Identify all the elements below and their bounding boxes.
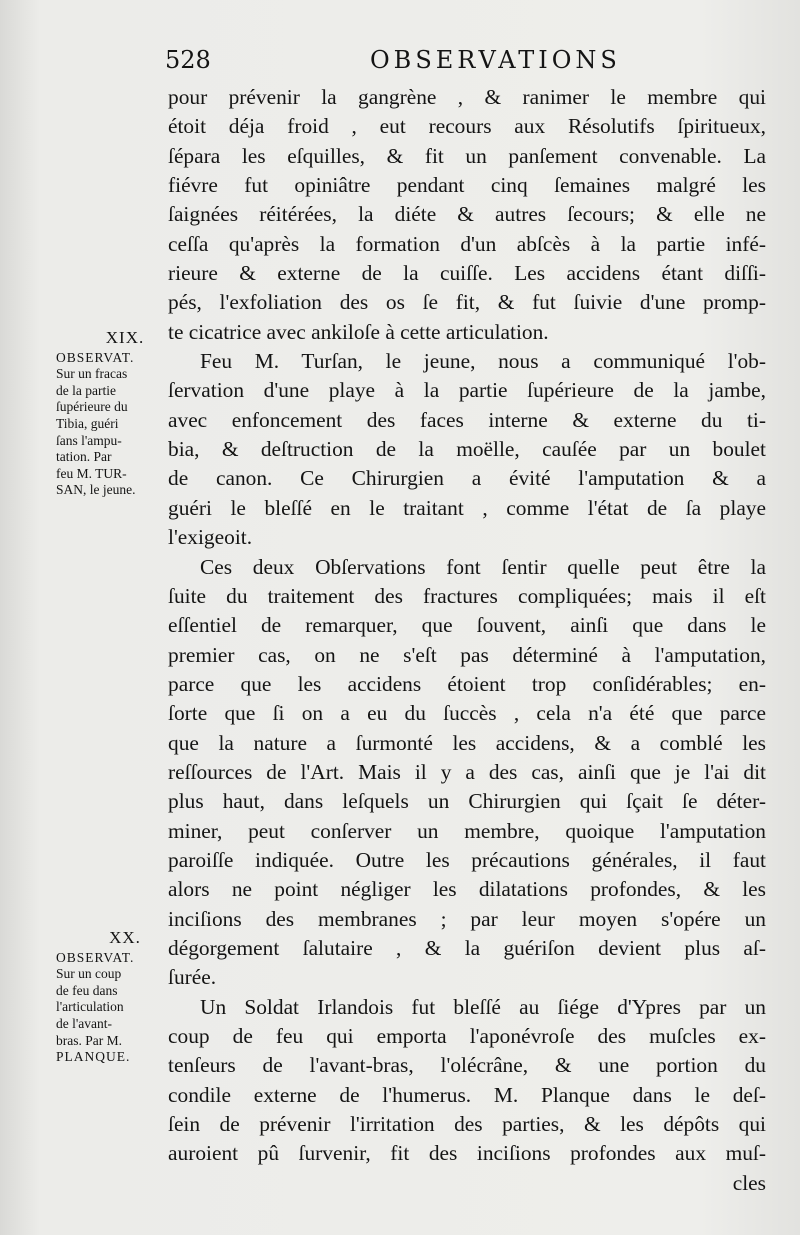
margin-note-line: l'articulation bbox=[56, 999, 124, 1015]
text-line: eſſentiel de remarquer, que ſouvent, ainſi que dans le bbox=[168, 613, 766, 638]
text-line: inciſions des membranes ; par leur moyen s'opére un bbox=[168, 906, 766, 931]
margin-note-line: Sur un coup bbox=[56, 966, 122, 982]
text-line: guéri le bleſſé en le traitant , comme l'état de ſa playe bbox=[168, 495, 766, 520]
text-line: ſein de prévenir l'irritation des parties, & les dépôts qui bbox=[168, 1112, 766, 1137]
text-line: coup de feu qui emporta l'aponévroſe des muſcles ex- bbox=[168, 1024, 766, 1048]
text-line: ſervation d'une playe à la partie ſupérieure de la jambe, bbox=[168, 378, 766, 403]
margin-note-line: SAN, le jeune. bbox=[56, 482, 136, 498]
margin-note-xix bbox=[56, 330, 166, 499]
text-line: paroiſſe indiquée. Outre les précautions générales, il faut bbox=[168, 847, 766, 872]
text-line: parce que les accidens étoient trop conſidérables; en- bbox=[168, 671, 766, 696]
text-line: condile externe de l'humerus. M. Planque dans le deſ- bbox=[168, 1082, 766, 1107]
text-line: premier cas, on ne s'eſt pas déterminé à l'amputation, bbox=[168, 642, 766, 667]
margin-note-line: Sur un fracas bbox=[56, 366, 128, 382]
text-line: tenſeurs de l'avant-bras, l'olécrâne, & une portion du bbox=[168, 1053, 766, 1078]
margin-note-xx bbox=[56, 930, 166, 1066]
margin-note-line: de l'avant- bbox=[56, 1015, 113, 1031]
catchword: cles bbox=[732, 1170, 766, 1195]
observation-number: XX. bbox=[109, 928, 141, 947]
body-text bbox=[168, 83, 766, 1198]
margin-note-line: tation. Par bbox=[56, 449, 112, 465]
margin-note-line: feu M. TUR- bbox=[56, 465, 127, 481]
text-line: plus haut, dans leſquels un Chirurgien qui ſçait ſe déter- bbox=[168, 789, 766, 814]
text-line: alors ne point négliger les dilatations profondes, & les bbox=[168, 877, 766, 902]
text-line: te cicatrice avec ankiloſe à cette articulation. bbox=[168, 319, 549, 344]
text-line: ſurée. bbox=[168, 965, 217, 990]
running-title: OBSERVATIONS bbox=[370, 46, 621, 74]
text-line: l'exigeoit. bbox=[168, 525, 253, 550]
paragraph-first-line: Ces deux Obſervations font ſentir quelle peut être la bbox=[200, 554, 766, 579]
text-line: ſaignées réitérées, la diéte & autres ſecours; & elle ne bbox=[168, 202, 766, 227]
text-line: ſorte que ſi on a eu du ſuccès , cela n'a été que parce bbox=[168, 701, 766, 726]
margin-note-line: PLANQUE. bbox=[56, 1049, 131, 1065]
observation-heading: OBSERVAT. bbox=[56, 949, 135, 965]
observation-number: XIX. bbox=[105, 328, 145, 347]
margin-note-line: ſupérieure du bbox=[56, 399, 128, 415]
text-line: étoit déja froid , eut recours aux Résolutifs ſpiritueux, bbox=[168, 114, 766, 139]
text-line: auroient pû ſurvenir, fit des inciſions profondes aux muſ- bbox=[168, 1141, 766, 1166]
paragraph-first-line: Feu M. Turſan, le jeune, nous a communiqué l'ob- bbox=[200, 349, 766, 374]
text-line: fiévre fut opiniâtre pendant cinq ſemaines malgré les bbox=[168, 173, 766, 198]
page-number: 528 bbox=[165, 46, 211, 74]
text-line: ceſſa qu'après la formation d'un abſcès à la partie infé- bbox=[168, 231, 766, 256]
text-line: dégorgement ſalutaire , & la guériſon devient plus aſ- bbox=[168, 935, 766, 960]
margin-note-line: de feu dans bbox=[56, 982, 118, 998]
text-line: bia, & deſtruction de la moëlle, cauſée par un boulet bbox=[168, 437, 766, 462]
margin-note-line: de la partie bbox=[56, 382, 116, 398]
margin-note-line: Tibia, guéri bbox=[56, 415, 119, 431]
margin-note-line: bras. Par M. bbox=[56, 1032, 122, 1048]
page-header bbox=[165, 46, 765, 80]
text-line: que la nature a ſurmonté les accidens, & a comblé les bbox=[168, 730, 766, 755]
text-line: avec enfoncement des faces interne & externe du ti- bbox=[168, 407, 766, 432]
observation-heading: OBSERVAT. bbox=[56, 349, 135, 365]
text-line: ſuite du traitement des fractures compliquées; mais il eſt bbox=[168, 583, 766, 608]
paragraph-first-line: Un Soldat Irlandois fut bleſſé au ſiége d'Ypres par un bbox=[200, 994, 766, 1019]
text-line: pés, l'exfoliation des os ſe fit, & fut ſuivie d'une promp- bbox=[168, 290, 766, 315]
text-line: de canon. Ce Chirurgien a évité l'amputation & a bbox=[168, 466, 766, 491]
text-line: rieure & externe de la cuiſſe. Les accidens étant diſſi- bbox=[168, 261, 766, 286]
text-line: pour prévenir la gangrène , & ranimer le membre qui bbox=[168, 85, 766, 109]
margin-note-line: ſans l'ampu- bbox=[56, 432, 122, 448]
text-line: ſépara les eſquilles, & fit un panſement convenable. La bbox=[168, 143, 766, 168]
text-line: reſſources de l'Art. Mais il y a des cas, ainſi que je l'ai dit bbox=[168, 759, 766, 784]
text-line: miner, peut conſerver un membre, quoique l'amputation bbox=[168, 818, 766, 843]
